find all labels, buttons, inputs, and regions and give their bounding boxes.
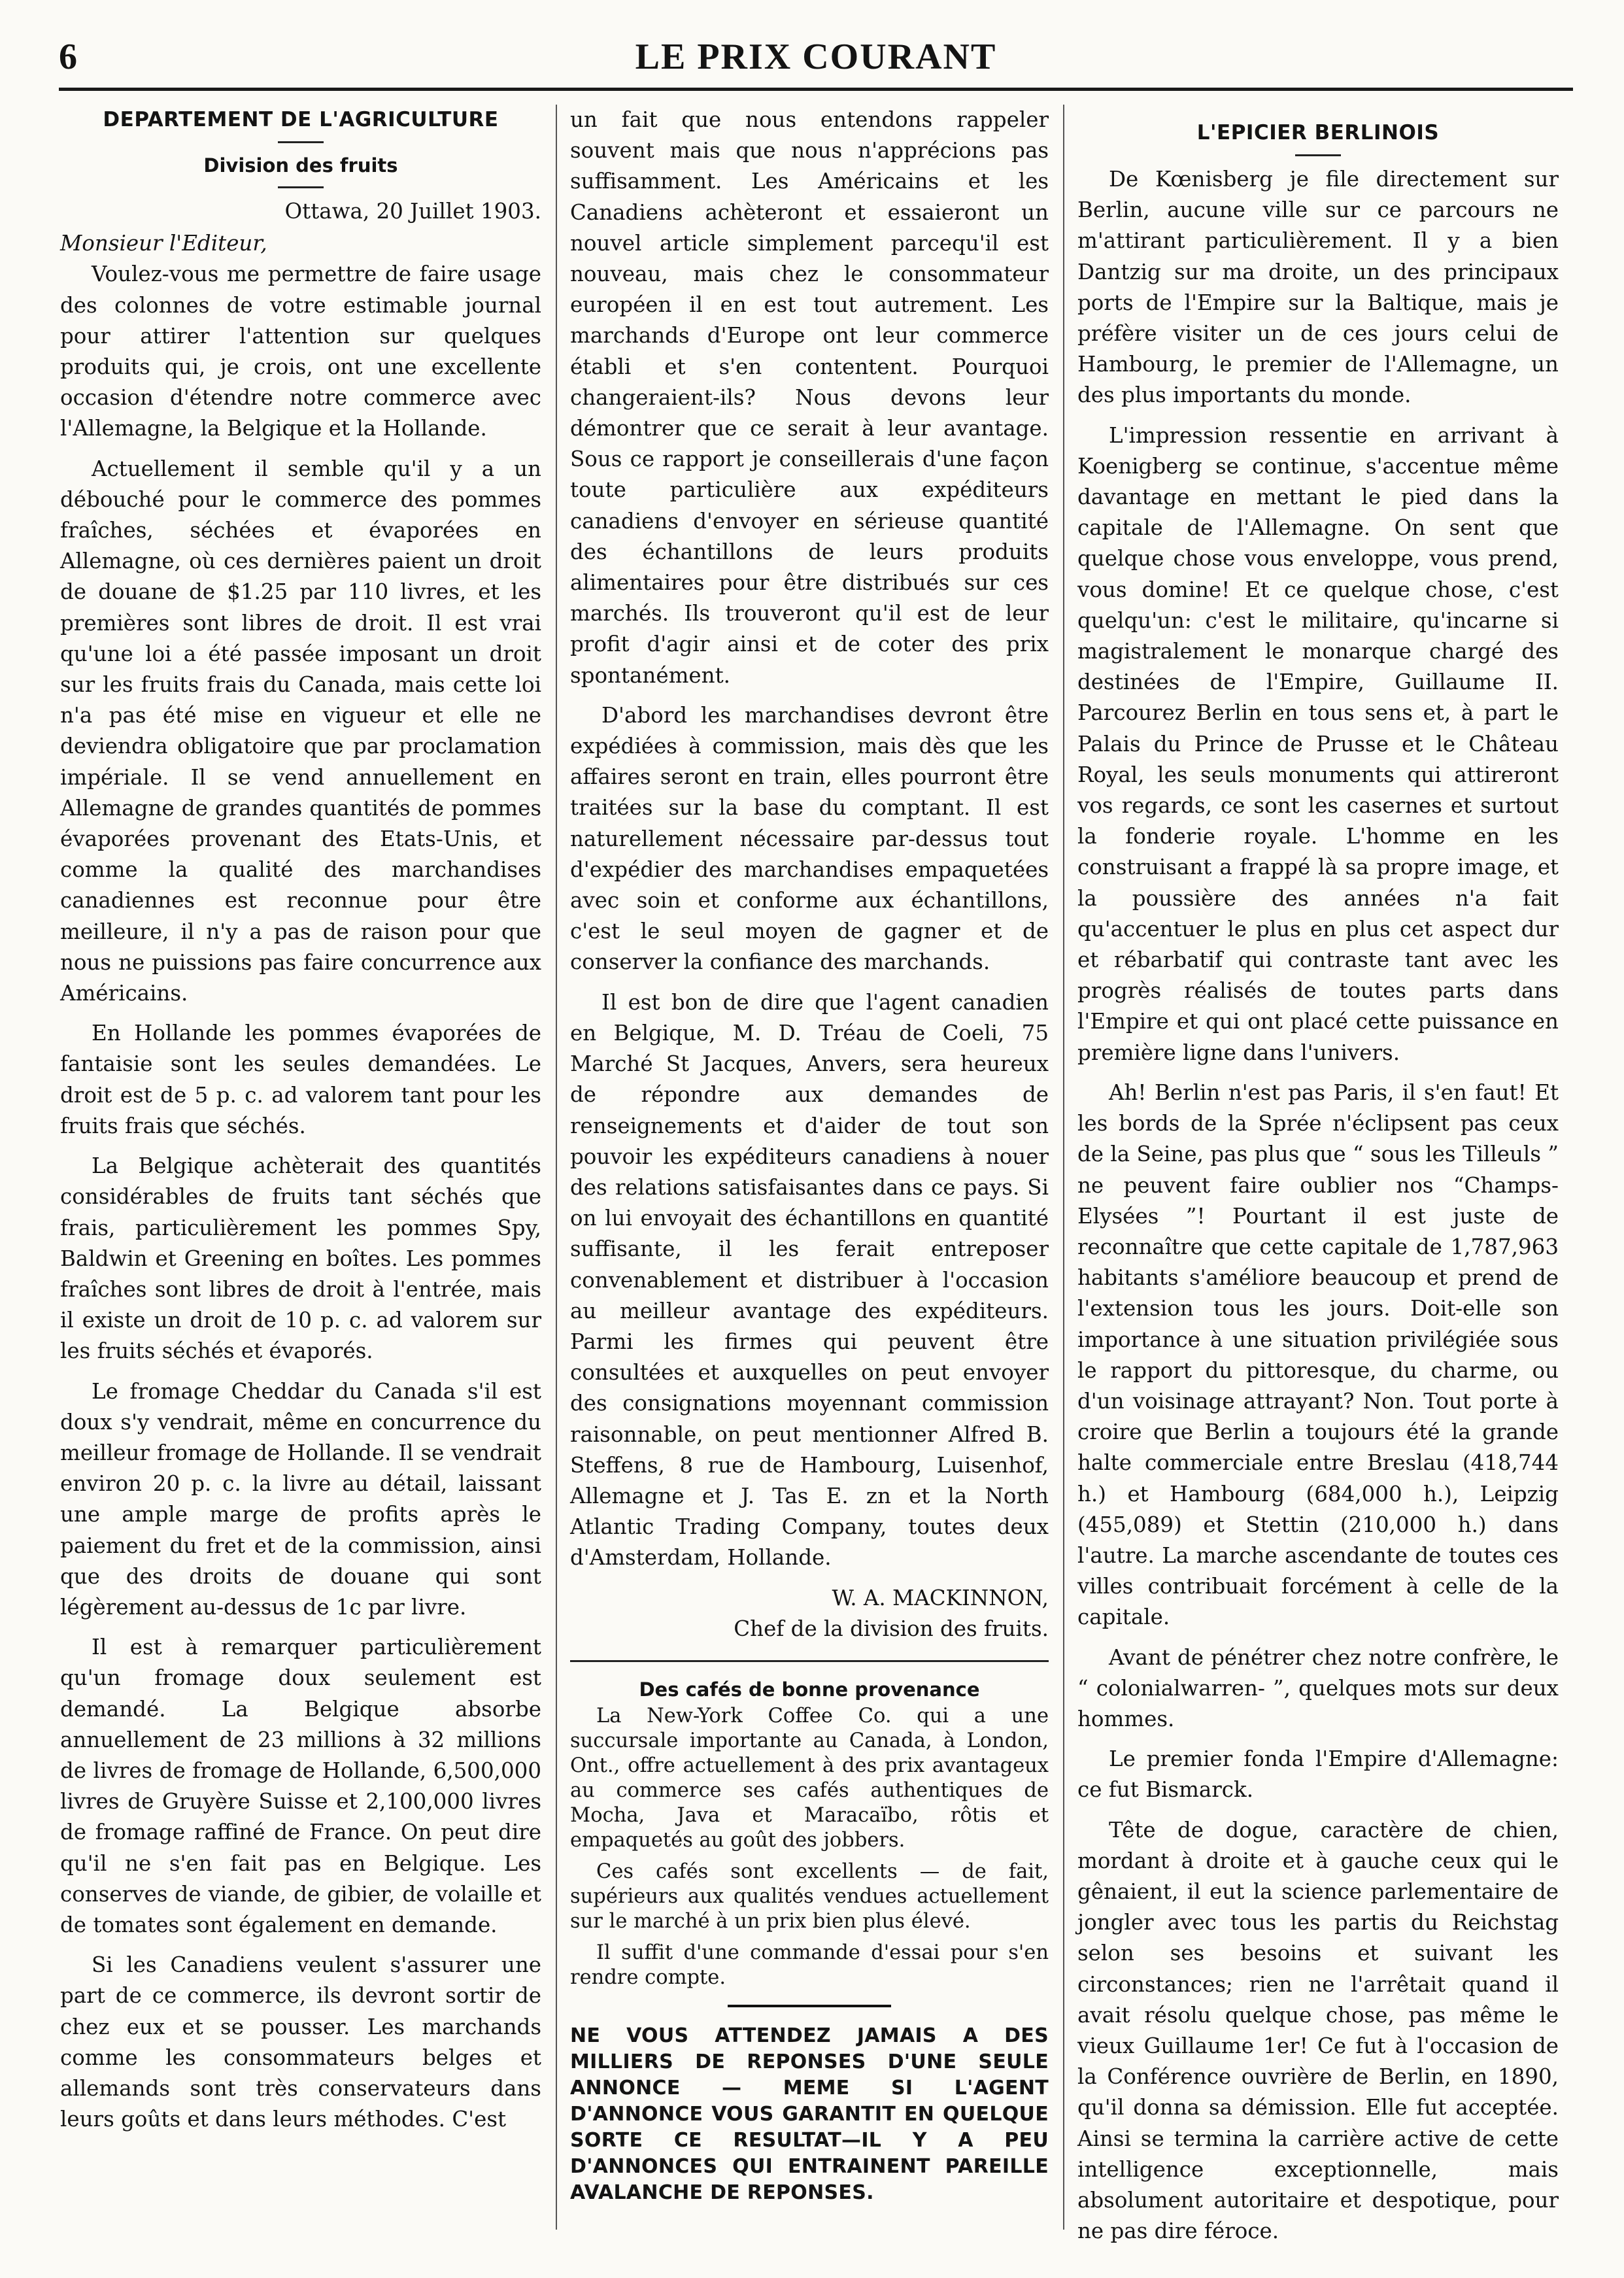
- page-number: 6: [59, 37, 77, 77]
- column-epicier: [1077, 105, 1559, 2244]
- page-header: [59, 34, 1573, 80]
- salutation: [60, 228, 541, 259]
- paragraph: Le premier fonda l'Empire d'Allemagne: ce fut Bismarck.: [1077, 1746, 1559, 1803]
- signature-name: W. A. MACKINNON,: [832, 1585, 1049, 1610]
- signature-title: Chef de la division des fruits.: [734, 1616, 1049, 1641]
- salutation-text: Monsieur l'Editeur,: [60, 231, 267, 256]
- notice-rule: [728, 2005, 891, 2007]
- paragraph: Il suffit d'une commande d'essai pour s'en rendre compte.: [570, 1941, 1049, 1989]
- cafe-section-title: Des cafés de bonne provenance: [639, 1678, 980, 1701]
- title-rule: [278, 141, 324, 143]
- paragraph: un fait que nous entendons rappeler souvent mais que nous n'apprécions pas suffisamment. Les Américains et les Canadiens achèteront et essaieront un nouvel article simplement parcequ'il est nouveau, mais chez le consommateur européen il en est tout autrement. Les marchands d'Europe ont leur commerce établi et s'en contentent. Pourquoi changeraient-ils? Nous devons leur démontrer que ce serait à leur avantage. Sous ce rapport je conseillerais d'une façon toute particulière aux expéditeurs canadiens d'envoyer en sérieuse quantité des échantillons de leurs produits alimentaires pour être distribués sur ces marchés. Ils trouveront qu'il est de leur profit d'agir ainsi et de coter des prix spontanément.: [570, 107, 1049, 688]
- masthead-title: LE PRIX COURANT: [635, 37, 997, 77]
- section-title: DEPARTEMENT DE L'AGRICULTURE: [103, 108, 499, 131]
- paragraph: Actuellement il semble qu'il y a un débouché pour le commerce des pommes fraîches, séchées et évaporées en Allemagne, où ces dernières paient un droit de douane de $1.25 par 110 livres, et les premières sont libres de droit. Il est vrai qu'une loi a été passée imposant un droit sur les fruits frais du Canada, mais cette loi n'a pas été mise en vigueur et elle ne deviendra obligatoire que par proclamation impériale. Il se vend annuellement en Allemagne de grandes quantités de pommes évaporées provenant des Etats-Unis, et comme la qualité des marchandises canadiennes est reconnue pour être meilleure, il n'y a pas de raison pour que nous ne puissions pas faire concurrence aux Américains.: [60, 456, 541, 1006]
- section-title: L'EPICIER BERLINOIS: [1196, 121, 1440, 144]
- title-rule: [1295, 154, 1341, 156]
- header-rule: [59, 88, 1573, 91]
- column-continuation: [570, 105, 1049, 2230]
- paragraph: Le fromage Cheddar du Canada s'il est doux s'y vendrait, même en concurrence du meilleur fromage de Hollande. Il se vendrait environ 20 p. c. la livre au détail, laissant une ample marge de profits après le paiement du fret et de la commission, ainsi que des droits de douane qui sont légèrement au-dessus de 1c par livre.: [60, 1378, 541, 1620]
- paragraph: Ah! Berlin n'est pas Paris, il s'en faut! Et les bords de la Sprée n'éclipsent pas ceux de la Seine, pas plus que “ sous les Tilleuls ” ne peuvent faire oublier nos “Champs-Elysées ”! Pourtant il est juste de reconnaître que cette capitale de 1,787,963 habitants s'améliore beaucoup et prend de l'extension tous les jours. Doit-elle son importance à une situation privilégiée sous le rapport du pittoresque, du charme, ou d'un voisinage attrayant? Non. Tout porte à croire que Berlin a toujours été la grande halte commerciale entre Breslau (418,744 h.) et Hambourg (684,000 h.), Leipzig (455,089) et Stettin (210,000 h.) dans l'autre. La marche ascendante de toutes ces villes contribuait forcément à celle de la capitale.: [1077, 1080, 1559, 1630]
- paragraph: L'impression ressentie en arrivant à Koenigberg se continue, s'accentue même davantage en mettant le pied dans la capitale de l'Allemagne. On sent que quelque chose vous enveloppe, vous prend, vous domine! Et ce quelque chose, c'est quelqu'un: c'est le militaire, qu'incarne si magistralement le monarque chargé des destinées de l'Empire, Guillaume II. Parcourez Berlin en tous sens et, à part le Palais du Prince de Prusse et le Château Royal, les seuls monuments qui attireront vos regards, ce sont les casernes et surtout la fonderie royale. L'homme en les construisant a frappé là sa propre image, et la poussière des années n'a fait qu'accentuer le plus en plus cet aspect dur et rébarbatif qui contraste tant avec les progrès réalisés de toutes parts dans l'Empire et qui ont placé cette puissance en première ligne dans l'univers.: [1077, 422, 1559, 1065]
- paragraph: Avant de pénétrer chez notre confrère, le “ colonialwarren- ”, quelques mots sur deux hommes.: [1077, 1644, 1559, 1731]
- paragraph: En Hollande les pommes évaporées de fantaisie sont les seules demandées. Le droit est de 5 p. c. ad valorem tant pour les fruits frais que séchés.: [60, 1021, 541, 1138]
- subtitle-rule: [278, 186, 324, 188]
- cafe-article: [570, 1704, 1049, 1990]
- paragraph: La Belgique achèterait des quantités considérables de fruits tant séchés que frais, particulièrement les pommes Spy, Baldwin et Greening en boîtes. Les pommes fraîches sont libres de droit à l'entrée, mais il existe un droit de 10 p. c. ad valorem sur les fruits séchés et évaporés.: [60, 1153, 541, 1364]
- section-subtitle: Division des fruits: [203, 154, 398, 177]
- section-separator: [570, 1660, 1049, 1662]
- paragraph: Si les Canadiens veulent s'assurer une part de ce commerce, ils devront sortir de chez eux et se pousser. Les marchands comme les consommateurs belges et allemands sont très conservateurs dans leurs goûts et dans leurs méthodes. C'est: [60, 1952, 541, 2132]
- advertising-notice: NE VOUS ATTENDEZ JAMAIS A DES MILLIERS DE REPONSES D'UNE SEULE ANNONCE — MEME SI L'AGENT D'ANNONCE VOUS GARANTIT EN QUELQUE SORTE CE RESULTAT—IL Y A PEU D'ANNONCES QUI ENTRAINENT PAREILLE AVALANCHE DE REPONSES.: [570, 2024, 1049, 2204]
- paragraph: Ces cafés sont excellents — de fait, supérieurs aux qualités vendues actuellement sur le marché à un prix bien plus élevé.: [570, 1860, 1049, 1933]
- paragraph: Tête de dogue, caractère de chien, mordant à droite et à gauche ceux qui le gênaient, il eut la science parlementaire de jongler avec tous les partis du Reichstag selon ses besoins et suivant les circonstances; rien ne l'arrêtait quand il avait résolu quelque chose, pas même le vieux Guillaume 1er! Ce fut à l'occasion de la Conférence ouvrière de Berlin, en 1890, qu'il donna sa démission. Elle fut acceptée. Ainsi se termina la carrière active de cette intelligence exceptionnelle, mais absolument autoritaire et despotique, pour ne pas dire féroce.: [1077, 1817, 1559, 2244]
- paragraph: Il est à remarquer particulièrement qu'un fromage doux seulement est demandé. La Belgique absorbe annuellement de 23 millions à 32 millions de livres de fromage de Hollande, 6,500,000 livres de Gruyère Suisse et 2,100,000 livres de fromage raffiné de France. On peut dire qu'il ne s'en fait pas en Belgique. Les conserves de viande, de gibier, de volaille et de tomates sont également en demande.: [60, 1635, 541, 1937]
- paragraph: D'abord les marchandises devront être expédiées à commission, mais dès que les affaires seront en train, elles pourront être traitées sur la base du comptant. Il est naturellement nécessaire par-dessus tout d'expédier des marchandises empaquetées avec soin et conforme aux échantillons, c'est le seul moyen de gagner et de conserver la confiance des marchands.: [570, 702, 1049, 975]
- paragraph: La New-York Coffee Co. qui a une succursale importante au Canada, à London, Ont., offre actuellement à des prix avantageux au commerce ses cafés authentiques de Mocha, Java et Maracaïbo, rôtis et empaquetés au goût des jobbers.: [570, 1704, 1049, 1852]
- paragraph: Voulez-vous me permettre de faire usage des colonnes de votre estimable journal pour attirer l'attention sur quelques produits qui, je crois, ont une excellente occasion d'étendre notre commerce avec l'Allemagne, la Belgique et la Hollande.: [60, 262, 541, 441]
- paragraph: De Kœnisberg je file directement sur Berlin, aucune ville sur ce parcours ne m'attirant particulièrement. Il y a bien Dantzig sur ma droite, un des principaux ports de l'Empire sur la Baltique, mais je préfère visiter un de ces jours celui de Hambourg, le premier de l'Allemagne, un des plus importants du monde.: [1077, 167, 1559, 408]
- column-divider: [556, 105, 557, 2230]
- column-divider: [1063, 105, 1064, 2230]
- paragraph: Il est bon de dire que l'agent canadien en Belgique, M. D. Tréau de Coeli, 75 Marché St Jacques, Anvers, sera heureux de répondre aux demandes de renseignements et d'aider de tout son pouvoir les expéditeurs canadiens à nouer des relations satisfaisantes dans ce pays. Si on lui envoyait des échantillons en quantité suffisante, il les ferait entreposer convenablement et distribuer à l'occasion au meilleur avantage des expéditeurs. Parmi les firmes qui peuvent être consultées et auxquelles on peut envoyer des consignations moyennant commission raisonnable, on peut mentionner Alfred B. Steffens, 8 rue de Hambourg, Luisenhof, Allemagne et J. Tas E. zn et la North Atlantic Trading Company, toutes deux d'Amsterdam, Hollande.: [570, 989, 1049, 1571]
- dateline: Ottawa, 20 Juillet 1903.: [284, 199, 541, 224]
- column-agriculture: [60, 105, 541, 2230]
